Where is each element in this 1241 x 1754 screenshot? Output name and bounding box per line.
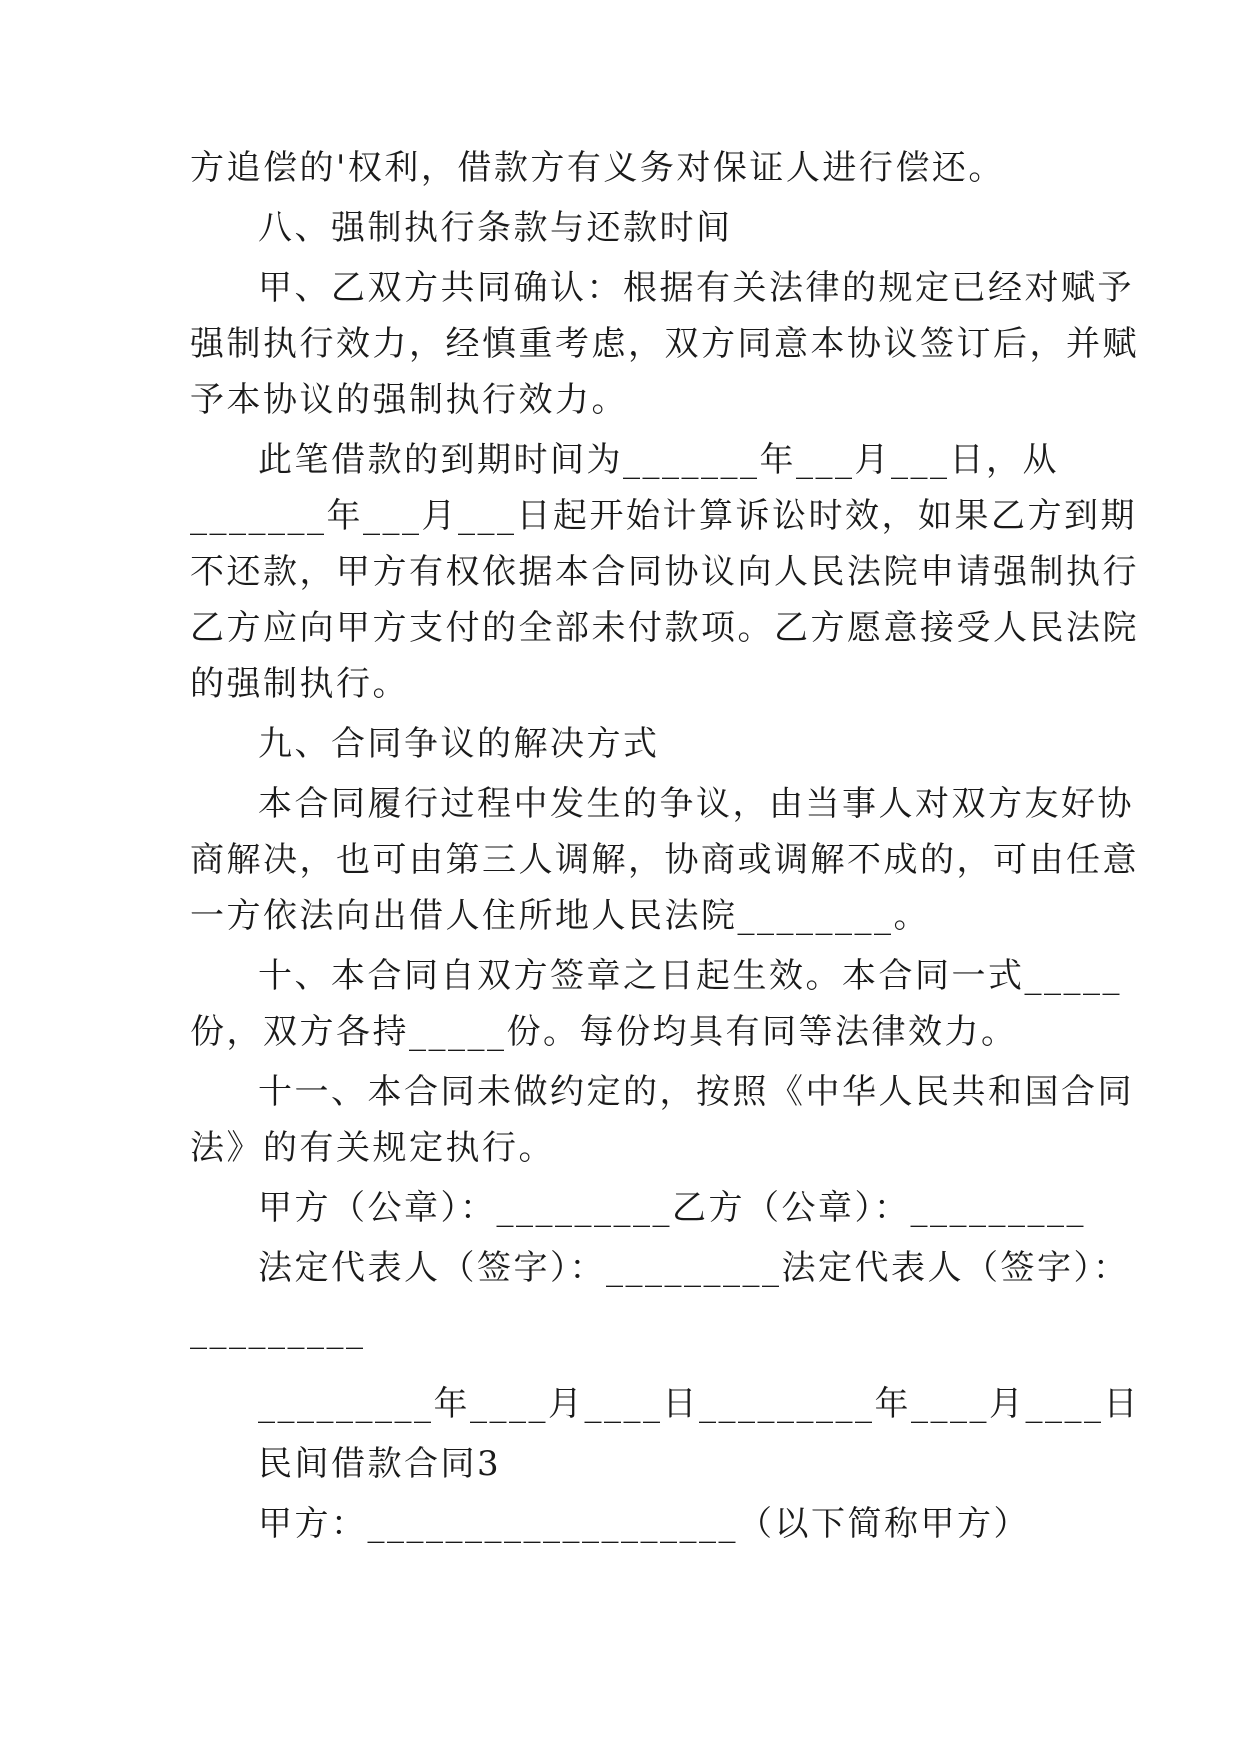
paragraph-line: 十、本合同自双方签章之日起生效。本合同一式_____ [258, 956, 1122, 996]
signature-blank: _________ [190, 1310, 366, 1350]
date-line: _________年____月____日_________年____月____日 [258, 1384, 1140, 1424]
paragraph-line: 强制执行效力，经慎重考虑，双方同意本协议签订后，并赋 [190, 324, 1139, 364]
section-heading-8: 八、强制执行条款与还款时间 [258, 208, 733, 248]
party-a-line: 甲方：___________________（以下简称甲方） [258, 1504, 1030, 1544]
paragraph-line: 予本协议的强制执行效力。 [190, 380, 628, 420]
paragraph-line: 不还款，甲方有权依据本合同协议向人民法院申请强制执行 [190, 552, 1139, 592]
party-seal-line: 甲方（公章）：_________乙方（公章）：_________ [258, 1188, 1086, 1228]
paragraph-line: 法》的有关规定执行。 [190, 1128, 555, 1168]
paragraph-line: 商解决，也可由第三人调解，协商或调解不成的，可由任意 [190, 840, 1139, 880]
representative-signature-line: 法定代表人（签字）：_________法定代表人（签字）： [258, 1248, 1130, 1288]
paragraph-line: 乙方应向甲方支付的全部未付款项。乙方愿意接受人民法院 [190, 608, 1139, 648]
contract-title: 民间借款合同3 [258, 1444, 502, 1484]
paragraph-line: 份，双方各持_____份。每份均具有同等法律效力。 [190, 1012, 1018, 1052]
paragraph-line: 十一、本合同未做约定的，按照《中华人民共和国合同 [258, 1072, 1134, 1112]
paragraph-line: 的强制执行。 [190, 664, 409, 704]
paragraph-line: _______年___月___日起开始计算诉讼时效，如果乙方到期 [190, 496, 1137, 536]
paragraph-line: 甲、乙双方共同确认：根据有关法律的规定已经对赋予 [258, 268, 1134, 308]
paragraph-line: 此笔借款的到期时间为_______年___月___日，从 [258, 440, 1059, 480]
section-heading-9: 九、合同争议的解决方式 [258, 724, 660, 764]
paragraph-line: 方追偿的'权利，借款方有义务对保证人进行偿还。 [190, 148, 1005, 188]
paragraph-line: 本合同履行过程中发生的争议，由当事人对双方友好协 [258, 784, 1134, 824]
paragraph-line: 一方依法向出借人住所地人民法院________。 [190, 896, 930, 936]
